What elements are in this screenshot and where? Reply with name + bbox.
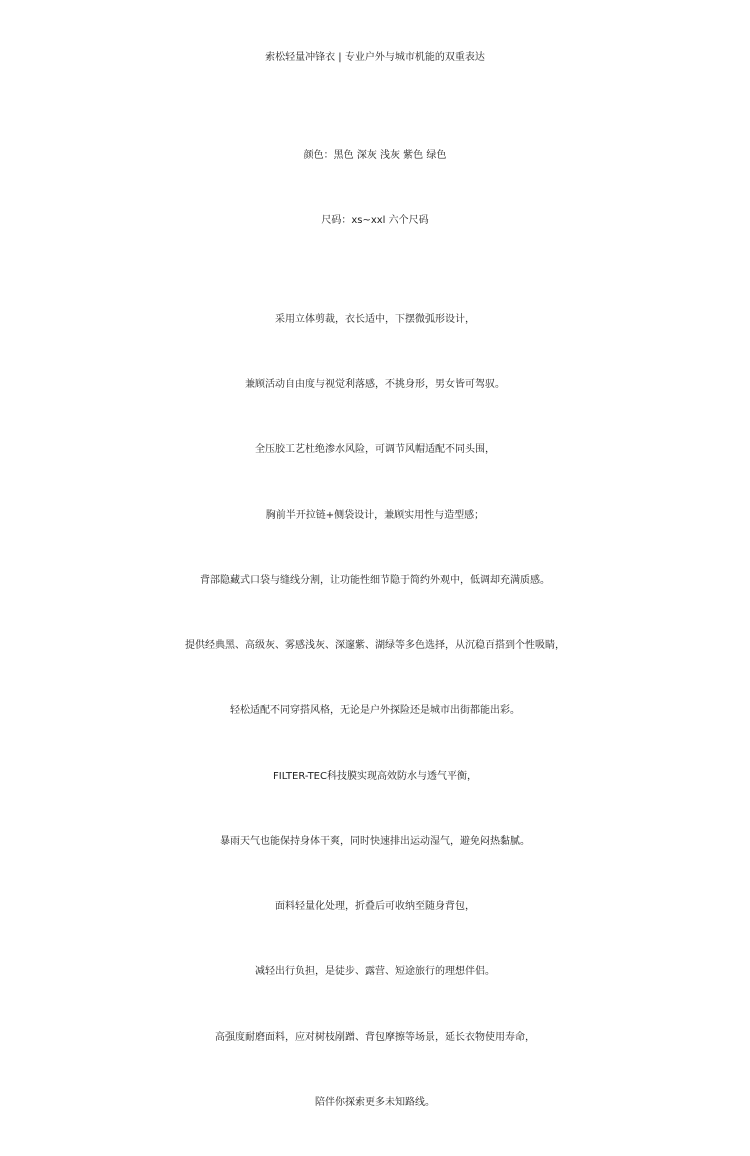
description-line: 采用立体剪裁，衣长适中，下摆微弧形设计， — [275, 314, 475, 325]
description-line: 面料轻量化处理，折叠后可收纳至随身背包， — [275, 901, 475, 912]
description-line: 提供经典黑、高级灰、雾感浅灰、深邃紫、湖绿等多色选择，从沉稳百搭到个性吸睛， — [185, 640, 565, 651]
description-line: 高强度耐磨面料，应对树枝剐蹭、背包摩擦等场景，延长衣物使用寿命， — [215, 1032, 535, 1043]
product-title: 索松轻量冲锋衣 | 专业户外与城市机能的双重表达 — [265, 52, 485, 63]
description-line: 陪伴你探索更多未知路线。 — [315, 1097, 435, 1108]
description-line: 减轻出行负担，是徒步、露营、短途旅行的理想伴侣。 — [255, 966, 495, 977]
description-line: 轻松适配不同穿搭风格，无论是户外探险还是城市出街都能出彩。 — [230, 705, 520, 716]
description-line: 胸前半开拉链+侧袋设计，兼顾实用性与造型感； — [265, 510, 485, 521]
description-line: 暴雨天气也能保持身体干爽，同时快速排出运动湿气，避免闷热黏腻。 — [220, 836, 530, 847]
description-line: FILTER-TEC科技膜实现高效防水与透气平衡， — [273, 771, 477, 782]
size-options: 尺码：xs~xxl 六个尺码 — [321, 215, 429, 226]
description-line: 背部隐藏式口袋与缝线分割，让功能性细节隐于简约外观中，低调却充满质感。 — [200, 575, 550, 586]
color-options: 颜色：黑色 深灰 浅灰 紫色 绿色 — [303, 150, 447, 161]
description-line: 兼顾活动自由度与视觉利落感，不挑身形，男女皆可驾驭。 — [245, 379, 505, 390]
description-line: 全压胶工艺杜绝渗水风险，可调节风帽适配不同头围， — [255, 444, 495, 455]
